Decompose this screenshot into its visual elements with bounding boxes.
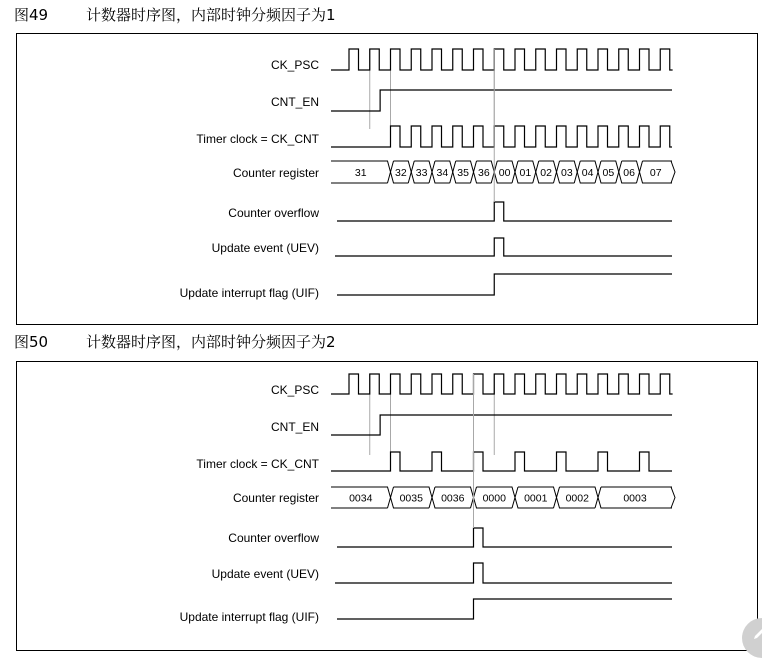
update-event-wave [335,238,672,256]
counter-overflow-wave [337,528,672,547]
counter-value: 0001 [524,492,548,505]
label-update-interrupt-flag: Update interrupt flag (UIF) [179,610,319,624]
label-timer-clock: Timer clock = CK_CNT [196,457,319,471]
label-ck-psc: CK_PSC [270,58,319,72]
counter-value: 06 [623,167,635,179]
counter-value: 36 [478,167,490,179]
counter-value: 0036 [441,492,465,505]
cnt-en-wave [331,415,672,435]
counter-value: 0000 [482,492,506,505]
counter-value: 33 [415,167,428,179]
ck-psc-wave [331,374,673,394]
counter-overflow-wave [337,202,672,221]
counter-register-tail [671,161,675,183]
timing-diagram-50-canvas [17,362,759,652]
timing-diagram-figure-50 [16,361,758,651]
figure-50-caption [14,331,336,352]
figure-49-number: 图49 [14,6,49,24]
counter-value: 02 [540,167,552,179]
counter-value: 07 [649,167,662,179]
figure-49-caption [14,4,336,25]
label-timer-clock: Timer clock = CK_CNT [196,132,319,146]
label-update-event: Update event (UEV) [211,567,319,581]
label-update-event: Update event (UEV) [211,241,319,255]
counter-value: 0002 [565,492,589,505]
waveforms-50 [331,374,675,619]
label-counter-overflow: Counter overflow [228,531,319,545]
figure-50-title: 计数器时序图，内部时钟分频因子为2 [86,333,336,351]
counter-value: 0034 [349,492,373,505]
counter-value: 03 [561,167,573,179]
counter-value: 0035 [399,492,423,505]
uif-wave [337,599,672,619]
label-counter-overflow: Counter overflow [228,206,319,220]
counter-value: 05 [602,167,615,179]
ck-psc-wave [331,49,673,70]
pencil-icon [751,626,762,642]
counter-value: 01 [519,167,532,179]
counter-value: 35 [457,167,469,179]
label-counter-register: Counter register [232,166,319,180]
counter-value: 31 [354,167,367,179]
uif-wave [337,274,672,295]
counter-value: 04 [581,167,594,179]
counter-register-tail [671,487,675,508]
label-counter-register: Counter register [232,491,319,505]
update-event-wave [335,563,672,583]
timing-diagram-figure-49 [16,33,758,325]
label-update-interrupt-flag: Update interrupt flag (UIF) [179,286,319,300]
timer-clock-wave [331,126,672,147]
counter-value: 00 [498,167,511,179]
figure-50-number: 图50 [14,333,49,351]
timer-clock-wave [331,452,672,471]
label-ck-psc: CK_PSC [270,383,319,397]
timing-diagram-49-canvas [17,34,759,326]
label-cnt-en: CNT_EN [270,95,319,109]
label-cnt-en: CNT_EN [270,420,319,434]
counter-value: 0003 [623,492,647,505]
cnt-en-wave [331,90,672,111]
counter-value: 34 [436,167,449,179]
counter-value: 32 [395,167,407,179]
waveforms-49 [331,49,675,295]
figure-49-title: 计数器时序图，内部时钟分频因子为1 [86,6,336,24]
